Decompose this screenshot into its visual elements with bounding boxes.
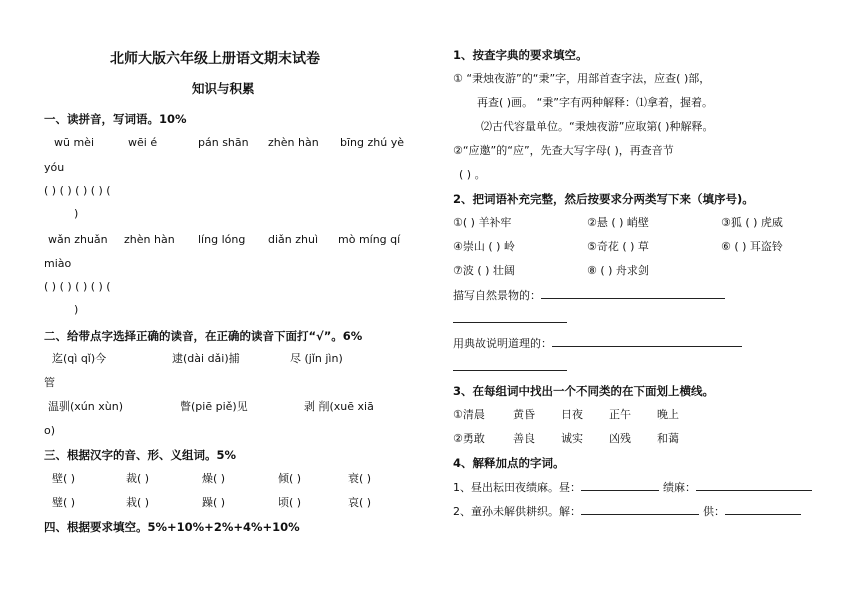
pinyin: zhèn hàn: [124, 233, 175, 246]
word-item: 躁( ): [202, 496, 226, 509]
reason-label: 用典故说明道理的：: [453, 337, 552, 350]
question-4-heading: 4、解释加点的字词。: [453, 456, 565, 470]
exam-title: 北师大版六年级上册语文期末试卷: [110, 51, 320, 67]
answer-underline[interactable]: [696, 480, 812, 491]
idiom-item: ⑧ ( ) 舟求剑: [587, 264, 649, 277]
pinyin: mò míng qí: [338, 233, 401, 246]
answer-underline[interactable]: [725, 504, 801, 515]
answer-underline[interactable]: [453, 370, 567, 371]
question-1-line: ⑵古代容量单位。“秉烛夜游”应取第( )种解释。: [481, 120, 714, 133]
nature-answer-line: [453, 288, 725, 303]
explain-label: 1、昼出耘田夜绩麻。昼：: [453, 481, 581, 494]
answer-underline[interactable]: [453, 322, 567, 323]
question-1-line: 再查( )画。 “秉”字有两种解释：⑴拿着，握着。: [477, 96, 713, 109]
nature-label: 描写自然景物的：: [453, 289, 541, 302]
answer-underline[interactable]: [581, 504, 699, 515]
word-choice[interactable]: 凶残: [609, 432, 631, 445]
idiom-row-3: [453, 264, 649, 278]
pronunciation-wrap: o): [44, 424, 56, 437]
question-2-heading: 2、把词语补充完整，然后按要求分两类写下来（填序号)。: [453, 192, 754, 206]
word-group-row-2: [453, 432, 679, 446]
question-1-heading: 1、按查字典的要求填空。: [453, 48, 588, 62]
pronunciation-item: 逮(dài dǎi)捕: [172, 352, 240, 365]
pronunciation-item: 温驯(xún xùn): [48, 400, 123, 413]
pronunciation-wrap: 管: [44, 376, 55, 389]
idiom-item: ④崇山 ( ) 岭: [453, 240, 515, 253]
idiom-item: ③狐 ( ) 虎威: [721, 216, 783, 229]
word-choice[interactable]: 善良: [513, 432, 535, 445]
answer-underline[interactable]: [541, 288, 725, 299]
pronunciation-item: 瞥(piē piě)见: [180, 400, 248, 413]
pinyin: bīng zhú yè: [340, 136, 404, 149]
pinyin: diǎn zhuì: [268, 233, 319, 246]
answer-underline[interactable]: [552, 336, 742, 347]
explain-label: 绩麻：: [663, 481, 696, 494]
section-2-heading: 二、给带点字选择正确的读音，在正确的读音下面打“√”。6%: [44, 329, 363, 343]
pinyin: wǎn zhuǎn: [48, 233, 108, 246]
word-choice[interactable]: ②勇敢: [453, 432, 485, 445]
idiom-item: ⑥ ( ) 耳盗铃: [721, 240, 783, 253]
pronunciation-row-1: [52, 352, 343, 366]
question-1-line: ②“应邀”的“应”，先查大写字母( )，再查音节: [453, 144, 674, 157]
pinyin: wēi é: [128, 136, 158, 149]
explain-label: 2、童孙未解供耕织。解：: [453, 505, 581, 518]
section-4-heading: 四、根据要求填空。5%+10%+2%+4%+10%: [44, 520, 300, 534]
reason-answer-line: [453, 336, 742, 351]
pronunciation-item: 迄(qì qǐ)今: [52, 352, 107, 365]
section-1-heading: 一、读拼音，写词语。10%: [44, 112, 187, 126]
word-item: 裁( ): [126, 472, 150, 485]
answer-underline[interactable]: [581, 480, 659, 491]
word-item: 哀( ): [348, 496, 372, 509]
pronunciation-row-2: [48, 400, 374, 414]
explain-line-1: [453, 480, 812, 495]
idiom-item: ②悬 ( ) 峭壁: [587, 216, 649, 229]
word-choice[interactable]: 晚上: [657, 408, 679, 421]
word-item: 壁( ): [52, 472, 76, 485]
word-group-row-1: [453, 408, 679, 422]
pronunciation-item: 尽 (jǐn jìn): [290, 352, 343, 365]
word-choice[interactable]: 正午: [609, 408, 631, 421]
idiom-row-1: [453, 216, 783, 230]
word-choice[interactable]: 诚实: [561, 432, 583, 445]
word-item: 璧( ): [52, 496, 76, 509]
section-subtitle: 知识与积累: [192, 81, 255, 96]
idiom-item: ⑦波 ( ) 壮阔: [453, 264, 515, 277]
question-1-line: ( ) 。: [459, 168, 486, 181]
word-item: 衰( ): [348, 472, 372, 485]
word-choice[interactable]: 和蔼: [657, 432, 679, 445]
idiom-row-2: [453, 240, 783, 254]
pronunciation-item: 剥 削(xuē xiā: [304, 400, 374, 413]
section-3-heading: 三、根据汉字的音、形、义组词。5%: [44, 448, 237, 462]
pinyin: wū mèi: [54, 136, 95, 149]
word-choice[interactable]: 黄昏: [513, 408, 535, 421]
explain-label: 供：: [703, 505, 725, 518]
answer-blanks-row-1: ( ) ( ) ( ) ( ) (: [44, 184, 111, 197]
pinyin-wrap: yóu: [44, 161, 65, 174]
answer-blanks-row-2: ( ) ( ) ( ) ( ) (: [44, 280, 111, 293]
word-item: 燥( ): [202, 472, 226, 485]
idiom-item: ⑤奇花 ( ) 草: [587, 240, 649, 253]
word-formation-row-2: [52, 496, 371, 510]
question-3-heading: 3、在每组词中找出一个不同类的在下面划上横线。: [453, 384, 714, 398]
pinyin-wrap: miào: [44, 257, 72, 270]
word-item: 顷( ): [278, 496, 302, 509]
idiom-item: ①( ) 羊补牢: [453, 216, 512, 229]
explain-line-2: [453, 504, 801, 519]
word-choice[interactable]: 日夜: [561, 408, 583, 421]
pinyin: líng lóng: [198, 233, 246, 246]
pinyin: zhèn hàn: [268, 136, 319, 149]
word-choice[interactable]: ①清晨: [453, 408, 485, 421]
blank-close: ): [74, 207, 79, 220]
blank-close: ): [74, 303, 79, 316]
question-1-line: ① “秉烛夜游”的“秉”字，用部首查字法，应查( )部，: [453, 72, 711, 85]
pinyin-row-1: [54, 136, 404, 150]
pinyin: pán shān: [198, 136, 249, 149]
word-formation-row-1: [52, 472, 371, 486]
word-item: 倾( ): [278, 472, 302, 485]
pinyin-row-2: [48, 233, 400, 247]
word-item: 栽( ): [126, 496, 150, 509]
